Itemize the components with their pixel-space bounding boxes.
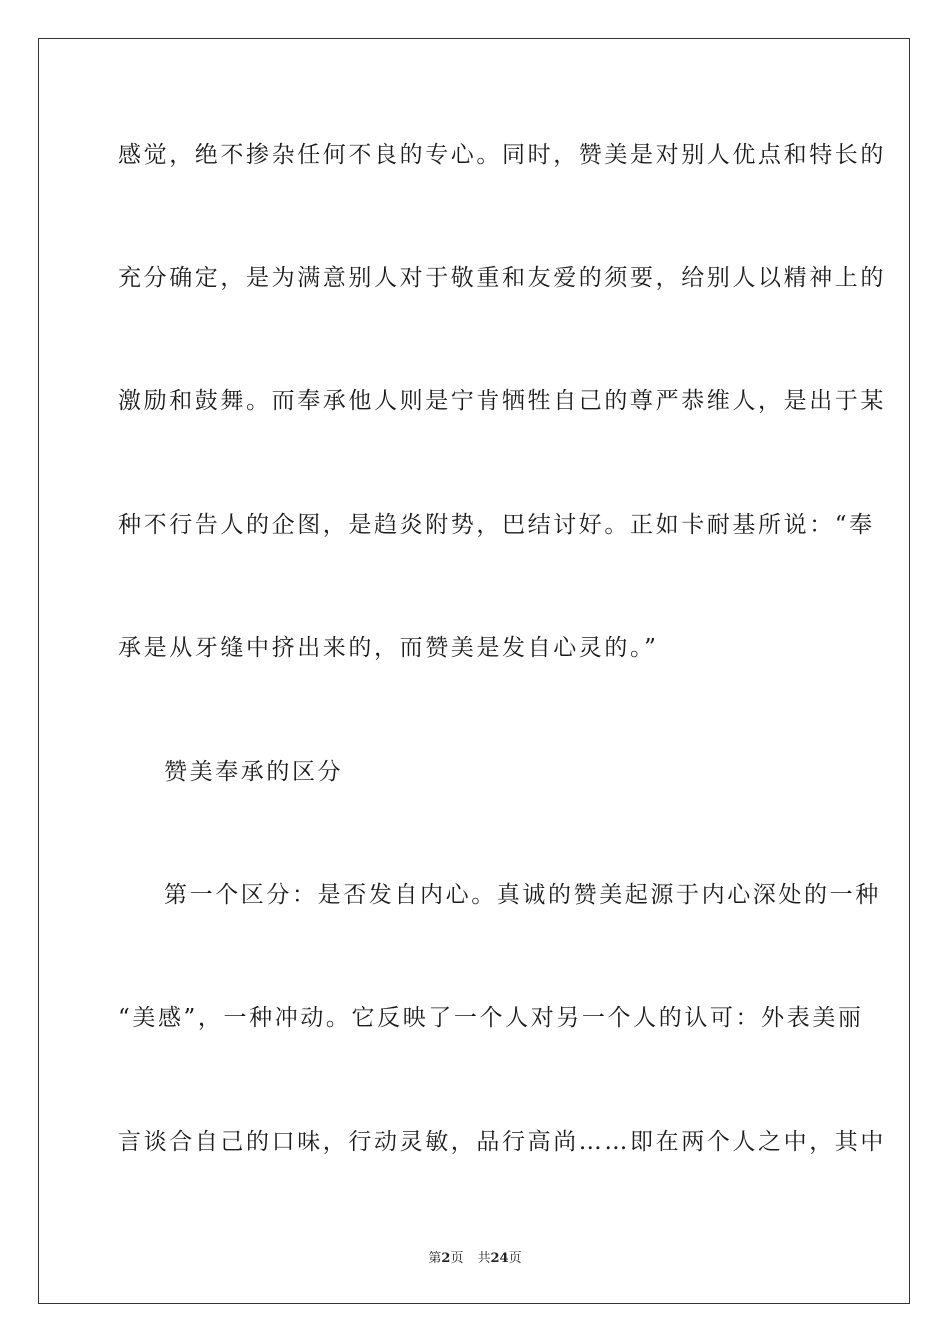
total-prefix: 共 bbox=[477, 1251, 491, 1266]
body-line-1: 感觉，绝不掺杂任何不良的专心。同时，赞美是对别人优点和特长的 bbox=[118, 142, 886, 168]
total-pages: 24 bbox=[490, 1251, 509, 1266]
page-prefix: 第 bbox=[428, 1251, 442, 1266]
page-footer bbox=[0, 1247, 950, 1266]
body-line-3: 激励和鼓舞。而奉承他人则是宁肯牺牲自己的尊严恭维人，是出于某 bbox=[118, 388, 886, 414]
total-suffix: 页 bbox=[508, 1251, 522, 1266]
page-border bbox=[38, 38, 910, 1304]
section-heading: 赞美奉承的区分 bbox=[164, 759, 344, 785]
body-line-4: 种不行告人的企图，是趋炎附势，巴结讨好。正如卡耐基所说：“奉 bbox=[118, 512, 875, 538]
body-line-7: 第一个区分：是否发自内心。真诚的赞美起源于内心深处的一种 bbox=[164, 882, 881, 908]
page-suffix: 页 bbox=[450, 1251, 464, 1266]
body-line-9: 言谈合自己的口味，行动灵敏，品行高尚……即在两个人之中，其中 bbox=[118, 1129, 886, 1155]
body-line-8: “美感”，一种冲动。它反映了一个人对另一个人的认可：外表美丽 bbox=[118, 1005, 864, 1031]
body-line-5: 承是从牙缝中挤出来的，而赞美是发自心灵的。” bbox=[118, 635, 659, 661]
page-number: 2 bbox=[441, 1251, 451, 1266]
body-line-2: 充分确定，是为满意别人对于敬重和友爱的须要，给别人以精神上的 bbox=[118, 265, 886, 291]
